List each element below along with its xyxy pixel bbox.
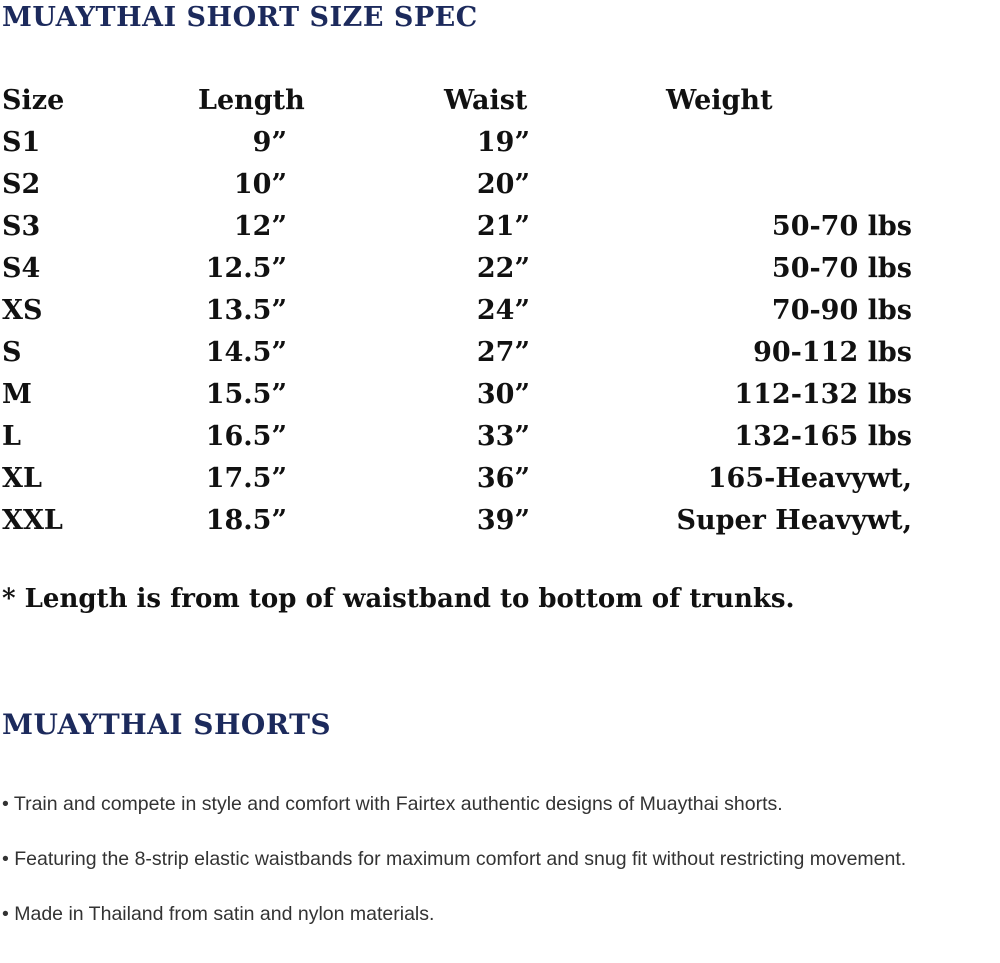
table-row [0,122,1000,164]
cell-waist: 22” [476,253,530,284]
cell-length: 16.5” [205,421,287,452]
cell-size: S [2,337,22,368]
cell-size: XXL [2,505,63,536]
cell-size: XS [2,295,43,326]
feature-item-waistband: • Featuring the 8-strip elastic waistbands for maximum comfort and snug fit without restricting movement. [2,848,907,870]
cell-weight: 50-70 lbs [771,211,912,242]
cell-length: 12.5” [205,253,287,284]
cell-length: 15.5” [205,379,287,410]
cell-size: M [2,379,32,410]
feature-item-materials: • Made in Thailand from satin and nylon materials. [2,903,435,925]
table-row [0,290,1000,332]
table-header-row [0,80,1000,122]
cell-waist: 27” [476,337,530,368]
shorts-title: MUAYTHAI SHORTS [2,708,332,741]
cell-weight: 165-Heavywt, [707,463,912,494]
cell-size: S1 [2,127,41,158]
cell-length: 10” [233,169,287,200]
header-weight: Weight [666,85,773,116]
cell-length: 9” [252,127,287,158]
table-row [0,374,1000,416]
cell-length: 17.5” [205,463,287,494]
table-row [0,164,1000,206]
cell-length: 18.5” [205,505,287,536]
cell-waist: 21” [476,211,530,242]
cell-weight: 70-90 lbs [771,295,912,326]
cell-length: 13.5” [205,295,287,326]
cell-waist: 33” [476,421,530,452]
header-size: Size [2,85,65,116]
cell-size: S3 [2,211,41,242]
table-row [0,332,1000,374]
size-spec-table [0,80,1000,542]
cell-waist: 36” [476,463,530,494]
cell-weight: 50-70 lbs [771,253,912,284]
size-spec-title: MUAYTHAI SHORT SIZE SPEC [2,2,478,33]
table-row [0,458,1000,500]
table-row [0,248,1000,290]
cell-size: L [2,421,21,452]
cell-waist: 20” [476,169,530,200]
cell-waist: 24” [476,295,530,326]
table-row [0,206,1000,248]
length-note: * Length is from top of waistband to bottom of trunks. [2,584,795,614]
feature-item-style: • Train and compete in style and comfort with Fairtex authentic designs of Muaythai shorts. [2,793,783,815]
cell-waist: 39” [476,505,530,536]
cell-length: 12” [233,211,287,242]
cell-size: XL [2,463,42,494]
cell-weight: 90-112 lbs [753,337,912,368]
feature-list [2,790,998,955]
cell-waist: 19” [476,127,530,158]
cell-size: S4 [2,253,41,284]
table-row [0,500,1000,542]
cell-weight: Super Heavywt, [676,505,912,536]
header-length: Length [198,85,305,116]
header-waist: Waist [444,85,528,116]
cell-waist: 30” [476,379,530,410]
cell-size: S2 [2,169,41,200]
cell-weight: 132-165 lbs [734,421,912,452]
table-row [0,416,1000,458]
cell-weight: 112-132 lbs [734,379,912,410]
cell-length: 14.5” [205,337,287,368]
